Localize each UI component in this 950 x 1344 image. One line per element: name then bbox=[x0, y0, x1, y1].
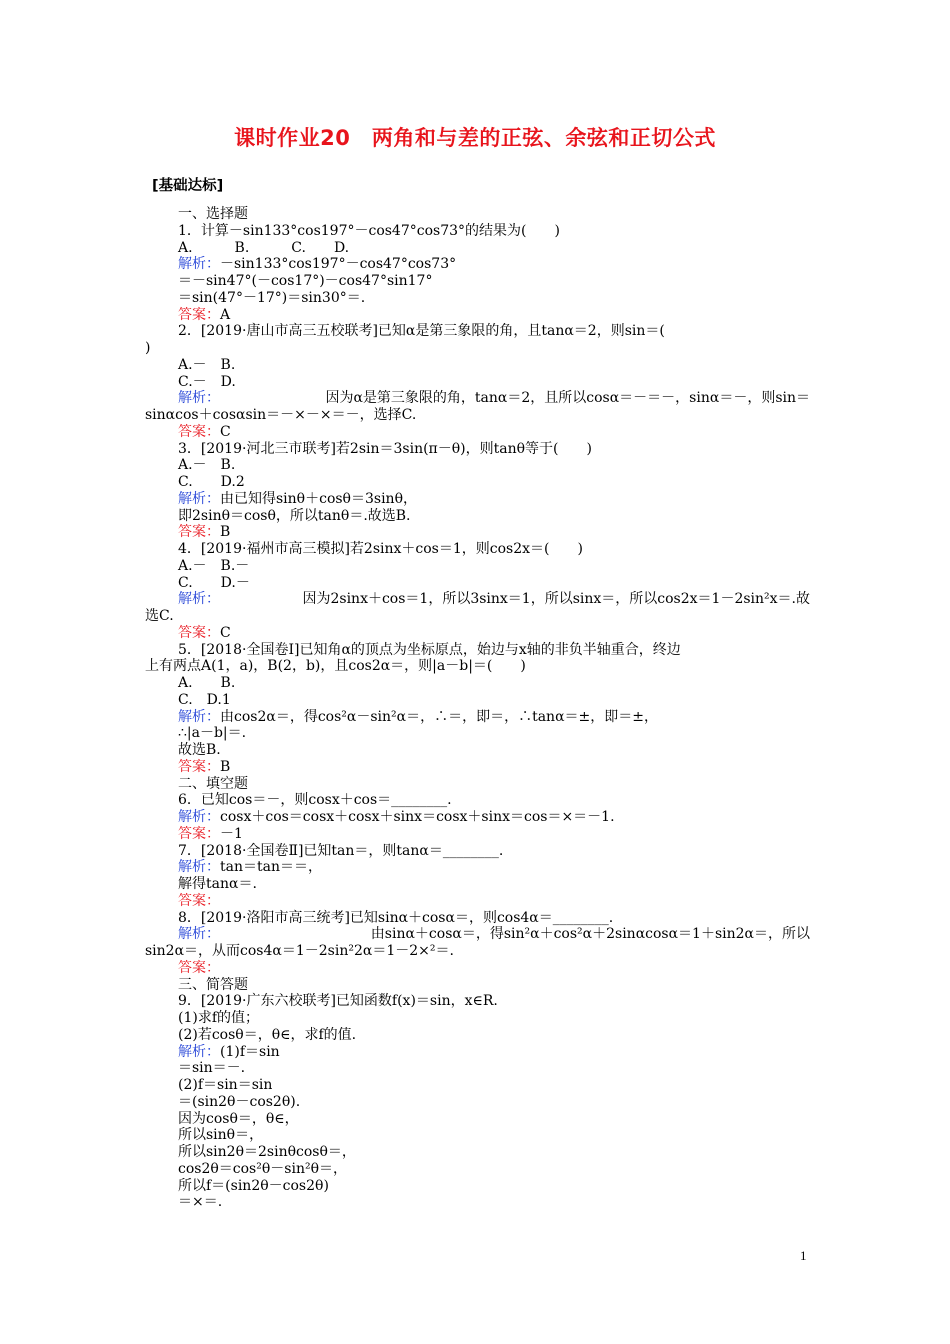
text-line bbox=[145, 357, 810, 374]
line-text: C.－ D. bbox=[178, 373, 236, 390]
line-text: sin2α＝，从而cos4α＝1－2sin²2α＝1－2×²＝. bbox=[145, 943, 454, 959]
line-text: 5．[2018·全国卷Ⅰ]已知角α的顶点为坐标原点，始边与x轴的非负半轴重合，终边 bbox=[178, 641, 681, 658]
line-text: 所以sinθ＝， bbox=[178, 1127, 264, 1144]
line-text: A. B. bbox=[178, 675, 236, 691]
text-line bbox=[145, 508, 810, 525]
text-line bbox=[145, 1127, 810, 1144]
line-text: (1)求f的值； bbox=[178, 1010, 260, 1026]
line-text: 2．[2019·唐山市高三五校联考]已知α是第三象限的角，且tanα＝2，则sin＝( bbox=[178, 323, 665, 340]
line-text: C. D.－ bbox=[178, 574, 250, 591]
line-text: 所以sin2θ＝2sinθcosθ＝， bbox=[178, 1144, 356, 1160]
line-text: 6．已知cos＝－，则cosx＋cos＝________. bbox=[178, 792, 452, 809]
text-line bbox=[145, 977, 810, 994]
text-line bbox=[145, 491, 810, 508]
solution-label: 解析： bbox=[178, 859, 220, 876]
text-line bbox=[145, 307, 810, 324]
line-text: 8．[2019·洛阳市高三统考]已知sinα＋cosα＝，则cos4α＝________. bbox=[178, 909, 614, 926]
text-line bbox=[145, 1077, 810, 1094]
text-line bbox=[145, 290, 810, 307]
text-line bbox=[145, 759, 810, 776]
line-text: (1)f＝sin bbox=[220, 1043, 280, 1060]
line-text: 4．[2019·福州市高三模拟]若2sinx＋cos＝1，则cos2x＝( ) bbox=[178, 541, 583, 557]
text-line bbox=[145, 608, 810, 625]
text-line bbox=[145, 742, 810, 759]
line-text: C bbox=[220, 624, 231, 641]
text-line bbox=[145, 809, 810, 826]
section-label: [基础达标] bbox=[152, 178, 224, 194]
answer-label: 答案： bbox=[178, 524, 220, 541]
text-line bbox=[145, 1111, 810, 1128]
text-line bbox=[145, 776, 810, 793]
text-line bbox=[145, 792, 810, 809]
solution-label: 解析： bbox=[178, 591, 220, 608]
line-text: 1．计算－sin133°cos197°－cos47°cos73°的结果为( ) bbox=[178, 222, 560, 239]
text-line bbox=[145, 725, 810, 742]
text-line bbox=[145, 1161, 810, 1178]
page-title: 课时作业20 两角和与差的正弦、余弦和正切公式 bbox=[234, 126, 716, 150]
text-line bbox=[145, 541, 810, 558]
text-line bbox=[145, 407, 810, 424]
text-line bbox=[145, 993, 810, 1010]
solution-label: 解析： bbox=[178, 926, 220, 943]
text-line bbox=[145, 1144, 810, 1161]
text-line bbox=[145, 323, 810, 340]
line-text: 一、选择题 bbox=[178, 206, 248, 222]
answer-label: 答案： bbox=[178, 423, 220, 440]
text-line bbox=[145, 709, 810, 726]
line-text: 故选B. bbox=[178, 742, 221, 758]
text-line bbox=[145, 910, 810, 927]
solution-label: 解析： bbox=[178, 708, 220, 725]
text-line bbox=[145, 206, 810, 223]
line-text: 即2sinθ＝cosθ，所以tanθ＝.故选B. bbox=[178, 507, 411, 524]
line-text: C. D.1 bbox=[178, 691, 231, 708]
line-text: A bbox=[220, 306, 231, 323]
text-line bbox=[145, 943, 810, 960]
text-line bbox=[145, 273, 810, 290]
text-line bbox=[145, 240, 810, 257]
text-line bbox=[145, 642, 810, 659]
line-text: －1 bbox=[220, 825, 243, 842]
text-line bbox=[145, 223, 810, 240]
line-text: ＝×＝. bbox=[178, 1194, 223, 1211]
line-text: C bbox=[220, 423, 231, 440]
line-text: cos2θ＝cos²θ－sin²θ＝， bbox=[178, 1160, 348, 1177]
text-line bbox=[145, 474, 810, 491]
line-text: 因为α是第三象限的角，tanα＝2，且所以cosα＝－＝－，sinα＝－，则sin＝ bbox=[325, 390, 810, 407]
line-text: 所以f＝(sin2θ－cos2θ) bbox=[178, 1177, 329, 1194]
text-line bbox=[145, 675, 810, 692]
line-text: 9．[2019·广东六校联考]已知函数f(x)＝sin，x∈R. bbox=[178, 993, 498, 1010]
line-text: A.－ B. bbox=[178, 356, 236, 373]
text-line bbox=[145, 1178, 810, 1195]
answer-label: 答案： bbox=[178, 306, 220, 323]
line-text: 3．[2019·河北三市联考]若2sin＝3sin(π－θ)，则tanθ等于( ) bbox=[178, 440, 592, 457]
text-line bbox=[145, 424, 810, 441]
text-line bbox=[145, 1060, 810, 1077]
line-text: 选C. bbox=[145, 608, 174, 624]
line-text: C. D.2 bbox=[178, 474, 245, 490]
text-line bbox=[145, 658, 810, 675]
line-text: sinαcos＋cosαsin＝－×－×＝－，选择C. bbox=[145, 407, 417, 423]
line-text: 因为cosθ＝，θ∈， bbox=[178, 1110, 299, 1127]
line-text: ∴|a－b|＝. bbox=[178, 725, 247, 742]
line-text: 二、填空题 bbox=[178, 775, 248, 792]
text-line bbox=[145, 340, 810, 357]
answer-label: 答案： bbox=[178, 959, 220, 976]
line-text: A.－ B.－ bbox=[178, 557, 250, 574]
text-line bbox=[145, 374, 810, 391]
text-line bbox=[145, 1094, 810, 1111]
text-line bbox=[145, 558, 810, 575]
answer-label: 答案： bbox=[178, 758, 220, 775]
line-text: 由已知得sinθ＋cosθ＝3sinθ， bbox=[220, 490, 418, 507]
line-text: (2)f＝sin＝sin bbox=[178, 1077, 273, 1093]
line-text: ＝－sin47°(－cos17°)－cos47°sin17° bbox=[178, 273, 433, 289]
text-line bbox=[145, 1194, 810, 1211]
line-text: －sin133°cos197°－cos47°cos73° bbox=[220, 256, 457, 273]
answer-label: 答案： bbox=[178, 892, 220, 909]
text-line bbox=[145, 591, 810, 608]
text-line bbox=[145, 457, 810, 474]
text-line bbox=[145, 625, 810, 642]
line-text: ) bbox=[145, 340, 151, 356]
line-text: 因为2sinx＋cos＝1，所以3sinx＝1，所以sinx＝，所以cos2x＝1－2sin²x＝.故 bbox=[302, 591, 810, 608]
text-line bbox=[145, 843, 810, 860]
line-text: A. B. C. D. bbox=[178, 239, 350, 256]
line-text: 7．[2018·全国卷Ⅱ]已知tan＝，则tanα＝________. bbox=[178, 842, 504, 859]
line-text: ＝(sin2θ－cos2θ). bbox=[178, 1093, 301, 1110]
text-line bbox=[145, 256, 810, 273]
solution-label: 解析： bbox=[178, 809, 220, 825]
line-text: 三、简答题 bbox=[178, 976, 248, 993]
line-text: cosx＋cos＝cosx＋cosx＋sinx＝cosx＋sinx＝cos＝×＝－1. bbox=[220, 809, 615, 825]
line-text: ＝sin＝－. bbox=[178, 1060, 246, 1077]
page-number: 1 bbox=[800, 1248, 807, 1263]
text-line bbox=[145, 1027, 810, 1044]
line-text: 由sinα＋cosα＝，得sin²α＋cos²α＋2sinαcosα＝1＋sin2α＝，所以 bbox=[370, 926, 810, 943]
line-text: 上有两点A(1，a)，B(2，b)，且cos2α＝，则|a－b|＝( ) bbox=[145, 658, 526, 675]
text-line bbox=[145, 859, 810, 876]
text-line bbox=[145, 1010, 810, 1027]
text-line bbox=[145, 960, 810, 977]
text-line bbox=[145, 692, 810, 709]
line-text: 由cos2α＝，得cos²α－sin²α＝，∴＝，即＝，∴tanα＝±，即＝±， bbox=[220, 708, 658, 725]
answer-label: 答案： bbox=[178, 825, 220, 842]
line-text: ＝sin(47°－17°)＝sin30°＝. bbox=[178, 289, 366, 306]
text-line bbox=[145, 926, 810, 943]
text-line bbox=[145, 876, 810, 893]
line-text: (2)若cosθ＝，θ∈，求f的值. bbox=[178, 1026, 357, 1043]
text-line bbox=[145, 524, 810, 541]
line-text: 解得tanα＝. bbox=[178, 876, 257, 892]
solution-label: 解析： bbox=[178, 390, 220, 407]
answer-label: 答案： bbox=[178, 624, 220, 641]
solution-label: 解析： bbox=[178, 490, 220, 507]
worksheet-body bbox=[145, 206, 810, 1211]
text-line bbox=[145, 390, 810, 407]
line-text: A.－ B. bbox=[178, 457, 236, 474]
solution-label: 解析： bbox=[178, 1043, 220, 1060]
line-text: tan＝tan＝＝， bbox=[220, 859, 322, 876]
text-line bbox=[145, 575, 810, 592]
solution-label: 解析： bbox=[178, 256, 220, 273]
text-line bbox=[145, 893, 810, 910]
line-text: B bbox=[220, 524, 231, 541]
text-line bbox=[145, 1044, 810, 1061]
text-line bbox=[145, 826, 810, 843]
text-line bbox=[145, 441, 810, 458]
line-text: B bbox=[220, 758, 231, 775]
